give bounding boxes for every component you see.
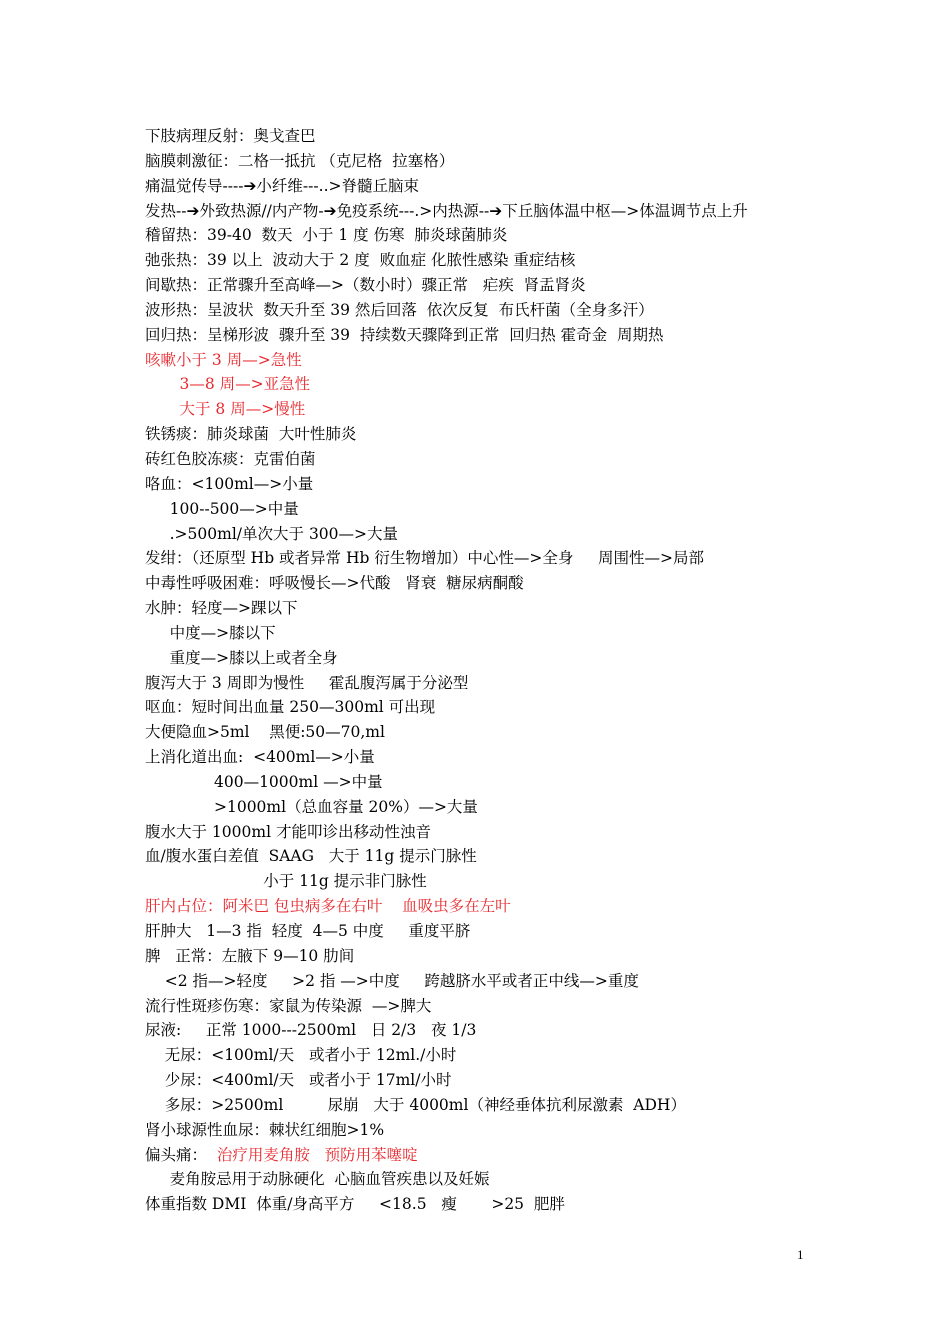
text-line — [145, 124, 905, 149]
line-text: 呕血：短时间出血量 250—300ml 可出现 — [145, 698, 436, 717]
text-line — [145, 969, 905, 994]
text-line — [145, 348, 905, 373]
line-text: 少尿：<400ml/天 或者小于 17ml/小时 — [145, 1071, 452, 1090]
text-line — [145, 546, 905, 571]
text-line — [145, 248, 905, 273]
highlighted-text: 肝内占位：阿米巴 包虫病多在右叶 血吸虫多在左叶 — [145, 897, 511, 916]
line-text: 脑膜刺激征：二格一抵抗 （克尼格 拉塞格） — [145, 151, 455, 170]
text-line — [145, 695, 905, 720]
line-text: 间歇热：正常骤升至高峰—>（数小时）骤正常 疟疾 肾盂肾炎 — [145, 276, 586, 295]
text-line — [145, 994, 905, 1019]
line-text: 体重指数 DMI 体重/身高平方 <18.5 瘦 >25 肥胖 — [145, 1195, 565, 1214]
page-number: 1 — [797, 1247, 804, 1262]
line-text: 腹泻大于 3 周即为慢性 霍乱腹泻属于分泌型 — [145, 673, 469, 692]
line-text: 100--500—>中量 — [145, 499, 299, 518]
line-text: 流行性斑疹伤寒：家鼠为传染源 —>脾大 — [145, 996, 432, 1015]
line-text: 偏头痛： — [145, 1145, 217, 1164]
line-text: 咯血：<100ml—>小量 — [145, 474, 314, 493]
text-line — [145, 1093, 905, 1118]
line-text: 砖红色胶冻痰：克雷伯菌 — [145, 449, 316, 468]
text-line — [145, 497, 905, 522]
highlighted-text: 治疗用麦角胺 预防用苯噻啶 — [216, 1145, 418, 1164]
text-line — [145, 1167, 905, 1192]
line-text: 下肢病理反射：奥戈查巴 — [145, 127, 316, 145]
line-text: 肾小球源性血尿：棘状红细胞>1% — [145, 1120, 385, 1139]
line-text: 肝肿大 1—3 指 轻度 4—5 中度 重度平脐 — [145, 922, 471, 940]
text-line — [145, 745, 905, 770]
line-text: .>500ml/单次大于 300—>大量 — [145, 524, 399, 543]
text-line — [145, 174, 905, 199]
highlighted-text: 咳嗽小于 3 周—>急性 — [145, 350, 302, 369]
text-line — [145, 199, 905, 224]
text-line — [145, 397, 905, 422]
highlighted-text: 大于 8 周—>慢性 — [145, 400, 306, 419]
text-line — [145, 298, 905, 323]
line-text: 无尿：<100ml/天 或者小于 12ml./小时 — [145, 1046, 457, 1065]
line-text: 中毒性呼吸困难：呼吸慢长—>代酸 肾衰 糖尿病酮酸 — [145, 574, 524, 593]
line-text: 血/腹水蛋白差值 SAAG 大于 11g 提示门脉性 — [145, 847, 477, 866]
line-text: 发绀：（还原型 Hb 或者异常 Hb 衍生物增加）中心性—>全身 周围性—>局部 — [145, 549, 704, 568]
document-body — [145, 124, 905, 1217]
line-text: 铁锈痰：肺炎球菌 大叶性肺炎 — [145, 425, 357, 444]
line-text: 脾 正常：左腋下 9—10 肋间 — [145, 946, 355, 965]
highlighted-text: 3—8 周—>亚急性 — [145, 375, 311, 394]
line-text: >1000ml（总血容量 20%）—>大量 — [145, 797, 478, 816]
line-text: 水肿：轻度—>踝以下 — [145, 599, 298, 618]
text-line — [145, 919, 905, 944]
text-line — [145, 820, 905, 845]
text-line — [145, 1143, 905, 1168]
text-line — [145, 522, 905, 547]
text-line — [145, 646, 905, 671]
line-text: 小于 11g 提示非门脉性 — [145, 872, 427, 891]
line-text: 回归热：呈梯形波 骤升至 39 持续数天骤降到正常 回归热 霍奇金 周期热 — [145, 325, 664, 344]
line-text: 波形热：呈波状 数天升至 39 然后回落 依次反复 布氏杆菌（全身多汗） — [145, 300, 654, 319]
line-text: <2 指—>轻度 >2 指 —>中度 跨越脐水平或者正中线—>重度 — [145, 971, 639, 990]
text-line — [145, 844, 905, 869]
text-line — [145, 795, 905, 820]
line-text: 麦角胺忌用于动脉硬化 心脑血管疾患以及妊娠 — [145, 1170, 490, 1189]
text-line — [145, 1043, 905, 1068]
text-line — [145, 273, 905, 298]
text-line — [145, 323, 905, 348]
text-line — [145, 223, 905, 248]
text-line — [145, 621, 905, 646]
text-line — [145, 447, 905, 472]
line-text: 腹水大于 1000ml 才能叩诊出移动性浊音 — [145, 822, 431, 841]
text-line — [145, 1192, 905, 1217]
line-text: 尿液: 正常 1000---2500ml 日 2/3 夜 1/3 — [145, 1021, 477, 1040]
line-text: 大便隐血>5ml 黑便:50—70,ml — [145, 723, 385, 742]
text-line — [145, 372, 905, 397]
text-line — [145, 1018, 905, 1043]
line-text: 400—1000ml —>中量 — [145, 772, 383, 791]
line-text: 发热--➔外致热源//内产物-➔免疫系统---.>内热源--➔下丘脑体温中枢—>体温调节点上升 — [145, 201, 748, 220]
text-line — [145, 422, 905, 447]
line-text: 多尿：>2500ml 尿崩 大于 4000ml（神经垂体抗利尿激素 ADH） — [145, 1095, 686, 1114]
line-text: 中度—>膝以下 — [145, 623, 276, 642]
line-text: 痛温觉传导----➔小纤维---..>脊髓丘脑束 — [145, 176, 419, 195]
text-line — [145, 944, 905, 969]
line-text: 重度—>膝以上或者全身 — [145, 648, 338, 667]
text-line — [145, 720, 905, 745]
text-line — [145, 571, 905, 596]
text-line — [145, 671, 905, 696]
text-line — [145, 869, 905, 894]
text-line — [145, 1118, 905, 1143]
text-line — [145, 770, 905, 795]
text-line — [145, 149, 905, 174]
line-text: 弛张热：39 以上 波动大于 2 度 败血症 化脓性感染 重症结核 — [145, 251, 576, 270]
text-line — [145, 596, 905, 621]
text-line — [145, 1068, 905, 1093]
text-line — [145, 472, 905, 497]
text-line — [145, 894, 905, 919]
line-text: 稽留热：39-40 数天 小于 1 度 伤寒 肺炎球菌肺炎 — [145, 226, 508, 245]
line-text: 上消化道出血: <400ml—>小量 — [145, 748, 375, 767]
